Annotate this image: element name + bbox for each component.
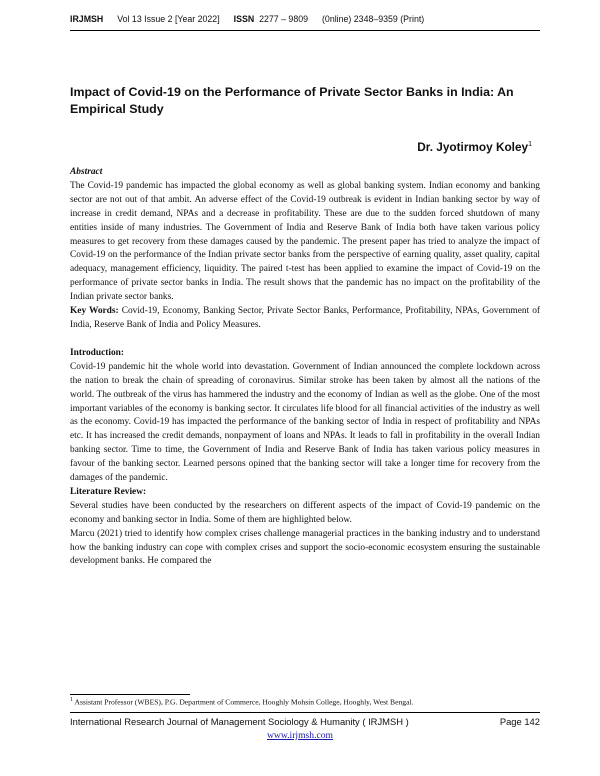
paper-body <box>70 166 540 569</box>
abstract-heading: Abstract <box>70 167 103 177</box>
paper-title: Impact of Covid-19 on the Performance of Private Sector Banks in India: An Empirical Study <box>70 85 514 116</box>
page-number: Page 142 <box>499 716 540 727</box>
footnote-text: Assistant Professor (WBES), P.G. Department of Commerce, Hooghly Mohsin College, Hooghly, West Bengal. <box>74 697 414 707</box>
footnote-marker: 1 <box>70 697 73 703</box>
keywords-label: Key Words: <box>70 306 119 317</box>
header-rule <box>70 30 540 31</box>
literature-heading: Literature Review: <box>70 486 147 497</box>
author-footnote-marker: 1 <box>528 141 532 149</box>
author-name: Dr. Jyotirmoy Koley <box>417 140 529 154</box>
issn-number: 2277 – 9809 <box>259 14 308 24</box>
keywords <box>70 305 540 333</box>
literature-paragraph-1: Several studies have been conducted by the researchers on different aspects of the impact of Covid-19 pandemic on the economy and banking sector in India. Some of them are highlighted below. <box>70 500 540 525</box>
footer-rule <box>70 712 540 713</box>
running-header <box>70 14 540 24</box>
introduction-heading: Introduction: <box>70 347 125 358</box>
issn-online: (0nline) 2348–9359 (Print) <box>322 14 425 24</box>
issn-label: ISSN <box>233 14 255 24</box>
footnote-rule <box>70 694 190 695</box>
literature-paragraph-2: Marcu (2021) tried to identify how complex crises challenge managerial practices in the banking industry and to understand how the banking industry can cope with complex crises and support the socio-economic ecosystem ensuring the sustainable development banks. He compared the <box>70 528 540 567</box>
introduction-text: Covid-19 pandemic hit the whole world into devastation. Government of Indian announced the complete lockdown across the nation to break the chain of spreading of coronavirus. Similar stroke has been taken by almost all the nations of the world. The outbreak of the virus has hammered the industry and the economy of Indian as well as the globe. One of the most important variables of the economy is banking sector. It circulates life blood for all financial activities of the industry as well as the economy. Covid-19 has impacted the performance of the banking sector of India in respect of profitability and NPAs etc. It has increased the credit demands, nonpayment of loans and NPAs. It leads to fall in profitability in the overall Indian banking sector. Time to time, the Government of India and Reserve Bank of India has taken various policy measures in favour of the banking sector. Learned persons opined that the banking sector will take a longer time for recovery from the damages of the pandemic. <box>70 361 540 484</box>
running-footer <box>70 716 540 727</box>
footer-journal: International Research Journal of Management Sociology & Humanity ( IRJMSH ) <box>70 716 409 727</box>
volume-info: Vol 13 Issue 2 [Year 2022] <box>117 14 220 24</box>
journal-abbrev: IRJMSH <box>70 14 104 24</box>
author-line <box>417 140 532 154</box>
keywords-text: Covid-19, Economy, Banking Sector, Private Sector Banks, Performance, Profitability, NPAs, Government of India, Reserve Bank of India and Policy Measures. <box>70 306 540 330</box>
footnote <box>70 697 540 707</box>
abstract-text: The Covid-19 pandemic has impacted the global economy as well as global banking system. Indian economy and banking sector are not out of that ambit. An adverse effect of the Covid-19 outbreak is evident in Indian banking sector by way of increase in credit demand, NPAs and a decrease in profitability. These are due to the sudden forced shutdown of many entities inside of many industries. The Government of India and Reserve Bank of India both have taken various policy measures to get recovery from these damages caused by the pandemic. The present paper has tried to analyze the impact of Covid-19 on the performance of the Indian private sector banks from the perspective of earning quality, asset quality, capital adequacy, management efficiency, liquidity. The paired t-test has been applied to examine the impact of Covid-19 on the performance of private sector banks in India. The result shows that the pandemic has no impact on the profitability of the Indian private sector banks. <box>70 180 540 303</box>
journal-website-link[interactable]: www.irjmsh.com <box>267 730 333 741</box>
